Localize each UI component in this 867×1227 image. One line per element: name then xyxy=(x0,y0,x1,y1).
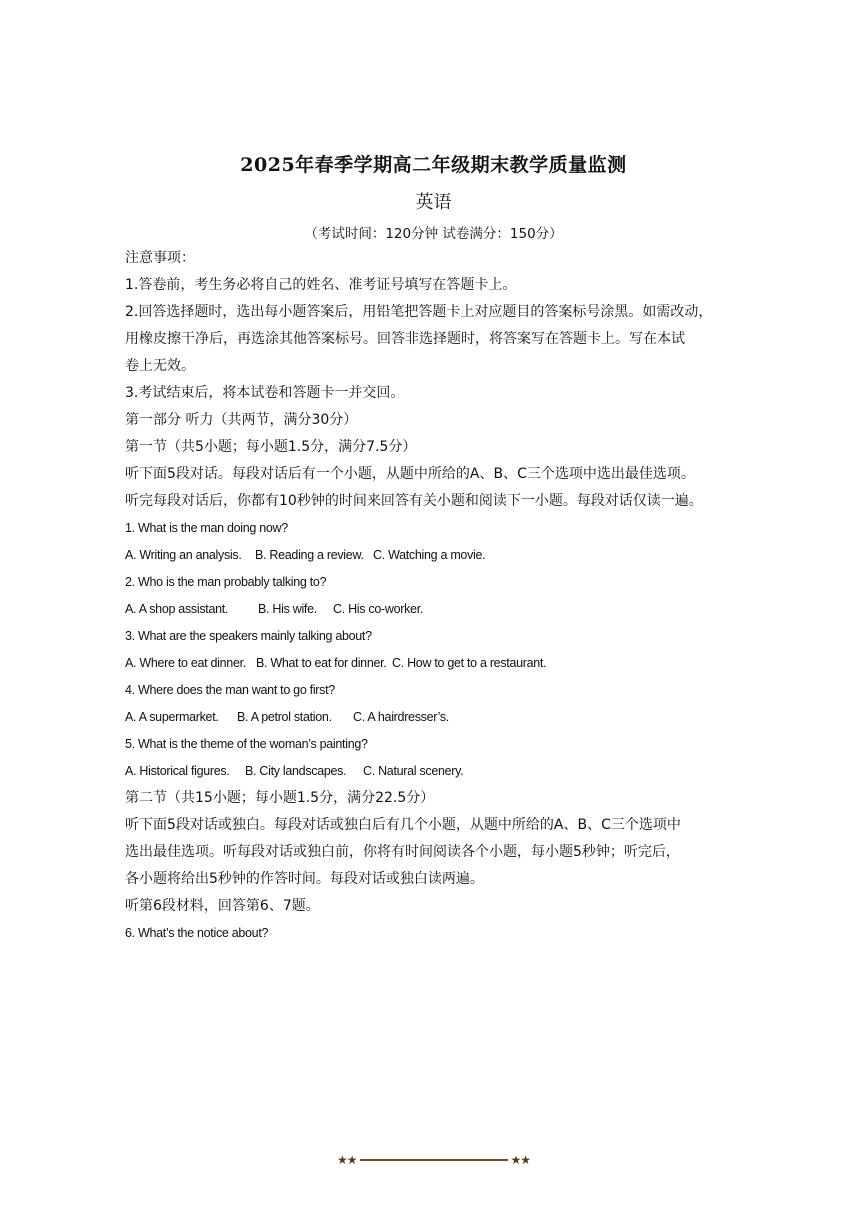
option-b: B. Reading a review. xyxy=(255,548,364,562)
exam-subject: 英语 xyxy=(415,192,452,213)
question-1-options xyxy=(125,542,695,569)
section2-instruction-line-2: 选出最佳选项。听每段对话或独白前，你将有时间阅读各个小题，每小题5秒钟；听完后， xyxy=(125,844,680,860)
option-c: C. His co-worker. xyxy=(333,602,424,616)
section2-instruction-line-3: 各小题将给出5秒钟的作答时间。每段对话或独白读两遍。 xyxy=(125,871,484,887)
star-icon: ★★ xyxy=(336,1153,357,1167)
option-a: A. Historical figures. xyxy=(125,764,230,778)
question-1: 1. What is the man doing now? xyxy=(125,521,288,535)
question-4-options xyxy=(125,704,695,731)
question-2: 2. Who is the man probably talking to? xyxy=(125,575,327,589)
option-c: C. Natural scenery. xyxy=(363,764,464,778)
option-a: A. A supermarket. xyxy=(125,710,219,724)
section1-instruction-line-1: 听下面5段对话。每段对话后有一个小题，从题中所给的A、B、C三个选项中选出最佳选项。 xyxy=(125,466,695,482)
exam-title: 2025年春季学期高二年级期末教学质量监测 xyxy=(240,154,627,176)
notice-item-2-line-3: 卷上无效。 xyxy=(125,358,195,374)
question-3: 3. What are the speakers mainly talking about? xyxy=(125,629,372,643)
option-a: A. Writing an analysis. xyxy=(125,548,242,562)
question-5-options xyxy=(125,758,695,785)
exam-meta: （考试时间：120分钟 试卷满分：150分） xyxy=(304,226,563,242)
section1-instruction-line-2: 听完每段对话后，你都有10秒钟的时间来回答有关小题和阅读下一小题。每段对话仅读一遍。 xyxy=(125,493,703,509)
material-6-instruction: 听第6段材料，回答第6、7题。 xyxy=(125,898,320,914)
question-4: 4. Where does the man want to go first? xyxy=(125,683,335,697)
part1-heading: 第一部分 听力（共两节，满分30分） xyxy=(125,412,358,428)
question-5: 5. What is the theme of the woman’s painting? xyxy=(125,737,368,751)
notice-item-3: 3.考试结束后，将本试卷和答题卡一并交回。 xyxy=(125,385,405,401)
question-3-options xyxy=(125,650,695,677)
notice-heading: 注意事项： xyxy=(125,250,195,266)
option-b: B. What to eat for dinner. xyxy=(256,656,387,670)
notice-item-2-line-2: 用橡皮擦干净后，再选涂其他答案标号。回答非选择题时，将答案写在答题卡上。写在本试 xyxy=(125,331,685,347)
section2-heading: 第二节（共15小题；每小题1.5分，满分22.5分） xyxy=(125,790,435,806)
option-b: B. City landscapes. xyxy=(245,764,347,778)
page-footer-ornament xyxy=(0,1150,867,1170)
star-icon: ★★ xyxy=(510,1153,531,1167)
option-a: A. Where to eat dinner. xyxy=(125,656,246,670)
section1-heading: 第一节（共5小题；每小题1.5分，满分7.5分） xyxy=(125,439,417,455)
option-c: C. A hairdresser’s. xyxy=(353,710,449,724)
option-c: C. How to get to a restaurant. xyxy=(392,656,547,670)
question-2-options xyxy=(125,596,695,623)
section2-instruction-line-1: 听下面5段对话或独白。每段对话或独白后有几个小题，从题中所给的A、B、C三个选项中 xyxy=(125,817,681,833)
footer-divider xyxy=(360,1159,508,1161)
option-c: C. Watching a movie. xyxy=(373,548,486,562)
notice-item-1: 1.答卷前，考生务必将自己的姓名、准考证号填写在答题卡上。 xyxy=(125,277,517,293)
notice-item-2-line-1: 2.回答选择题时，选出每小题答案后，用铅笔把答题卡上对应题目的答案标号涂黑。如需改动， xyxy=(125,304,713,320)
option-b: B. A petrol station. xyxy=(237,710,332,724)
question-6: 6. What’s the notice about? xyxy=(125,926,269,940)
option-a: A. A shop assistant. xyxy=(125,602,229,616)
option-b: B. His wife. xyxy=(258,602,317,616)
exam-content xyxy=(125,245,713,947)
